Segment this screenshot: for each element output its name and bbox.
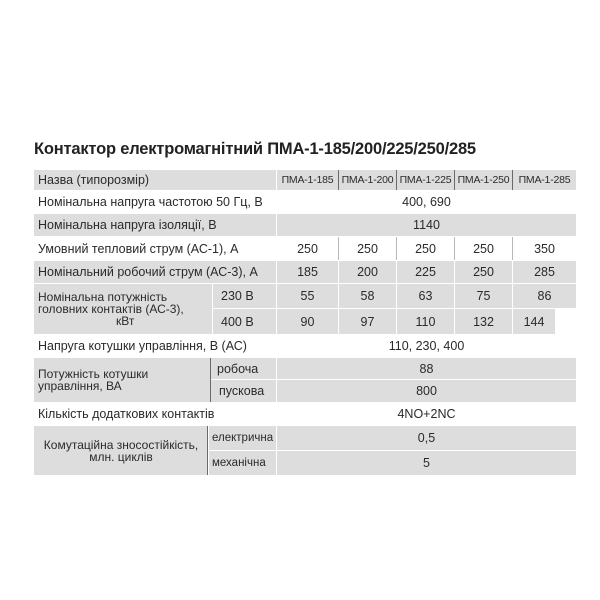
power-400-label: 400 В <box>213 309 276 334</box>
coil-power-label-line: управління, ВА <box>38 379 122 393</box>
column-divider <box>512 170 513 190</box>
power-label <box>34 284 212 334</box>
thermal-current-label: Умовний тепловий струм (АС-1), А <box>34 237 276 260</box>
wear-resistance-label-line: Комутаційна зносостійкість, <box>43 437 199 452</box>
thermal-current-value: 250 <box>397 237 454 260</box>
power-400-value: 97 <box>339 309 396 334</box>
power-400-value: 90 <box>277 309 338 334</box>
power-230-value: 86 <box>513 284 576 308</box>
coil-power-working-value: 88 <box>277 358 576 379</box>
column-divider <box>207 426 208 475</box>
wear-electrical-label: електрична <box>209 426 276 450</box>
header-model: ПМА-1-200 <box>339 170 396 190</box>
coil-power-label-line: Потужність котушки <box>38 367 149 381</box>
wear-electrical-value: 0,5 <box>277 426 576 450</box>
coil-power-working-label: робоча <box>211 358 276 379</box>
column-divider <box>338 170 339 190</box>
power-230-value: 55 <box>277 284 338 308</box>
wear-mechanical-value: 5 <box>277 451 576 475</box>
insulation-voltage-value: 1140 <box>277 214 576 236</box>
operating-current-value: 225 <box>397 261 454 283</box>
operating-current-label: Номінальний робочий струм (АС-3), А <box>34 261 276 283</box>
operating-current-value: 185 <box>277 261 338 283</box>
power-400-value: 132 <box>455 309 512 334</box>
header-label: Назва (типорозмір) <box>34 170 276 190</box>
column-divider <box>396 237 397 260</box>
power-230-value: 63 <box>397 284 454 308</box>
thermal-current-value: 350 <box>513 237 576 260</box>
wear-mechanical-label: механічна <box>209 451 276 475</box>
column-divider <box>210 358 211 402</box>
power-label-line: Номінальна потужність <box>38 290 168 304</box>
coil-voltage-label: Напруга котушки управління, В (АС) <box>34 335 276 357</box>
column-divider <box>454 170 455 190</box>
header-model: ПМА-1-225 <box>397 170 454 190</box>
power-label-line: кВт <box>116 314 135 328</box>
power-400-value: 110 <box>397 309 454 334</box>
coil-power-starting-label: пускова <box>211 380 276 402</box>
wear-resistance-label-line: млн. циклів <box>89 449 153 464</box>
header-model: ПМА-1-285 <box>513 170 576 190</box>
operating-current-value: 200 <box>339 261 396 283</box>
column-divider <box>454 237 455 260</box>
header-model: ПМА-1-185 <box>277 170 338 190</box>
coil-voltage-value: 110, 230, 400 <box>277 335 576 357</box>
aux-contacts-label: Кількість додаткових контактів <box>34 403 276 425</box>
rated-voltage-value: 400, 690 <box>277 191 576 213</box>
thermal-current-value: 250 <box>455 237 512 260</box>
column-divider <box>338 237 339 260</box>
coil-power-starting-value: 800 <box>277 380 576 402</box>
rated-voltage-label: Номінальна напруга частотою 50 Гц, В <box>34 191 276 213</box>
coil-power-label <box>34 358 210 402</box>
table-title: Контактор електромагнітний ПМА-1-185/200/225/250/285 <box>34 140 476 158</box>
column-divider <box>396 170 397 190</box>
power-400-value: 144 <box>513 309 555 334</box>
thermal-current-value: 250 <box>339 237 396 260</box>
aux-contacts-value: 4NO+2NC <box>277 403 576 425</box>
header-model: ПМА-1-250 <box>455 170 512 190</box>
power-230-label: 230 В <box>213 284 276 308</box>
wear-resistance-label <box>34 426 208 475</box>
power-230-value: 75 <box>455 284 512 308</box>
thermal-current-value: 250 <box>277 237 338 260</box>
column-divider <box>512 237 513 260</box>
operating-current-value: 250 <box>455 261 512 283</box>
power-label-line: головних контактів (АС-3), <box>38 302 184 316</box>
operating-current-value: 285 <box>513 261 576 283</box>
insulation-voltage-label: Номінальна напруга ізоляції, В <box>34 214 276 236</box>
power-230-value: 58 <box>339 284 396 308</box>
